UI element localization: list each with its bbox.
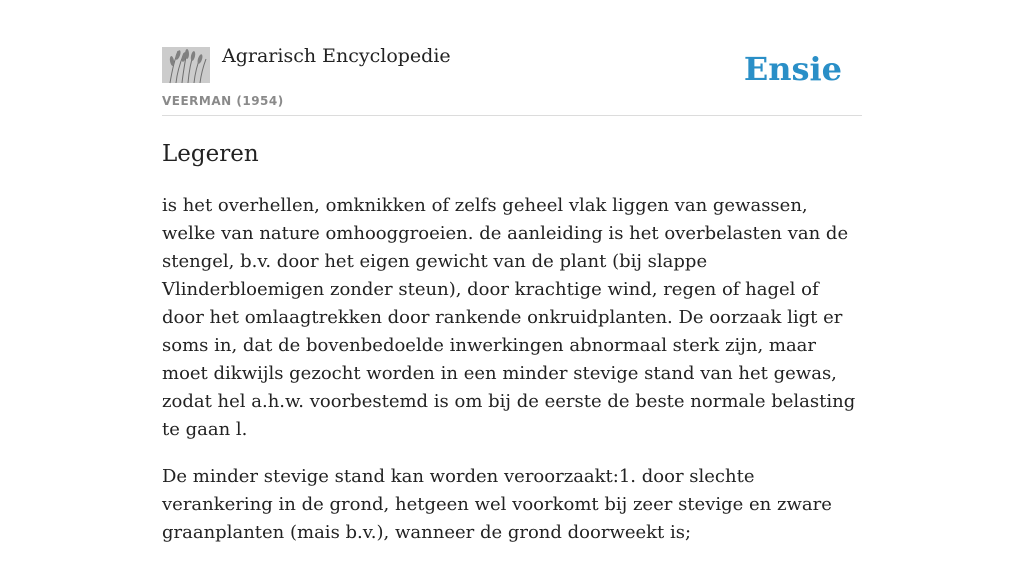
source-header: [162, 0, 862, 116]
article-paragraph: De minder stevige stand kan worden veroorzaakt:1. door slechte verankering in de grond, hetgeen wel voorkomt bij zeer stevige en zware graanplanten (mais b.v.), wanneer de grond doorweekt is;: [162, 466, 832, 543]
wheat-ears-icon[interactable]: [162, 47, 210, 83]
source-subtitle: VEERMAN (1954): [162, 94, 284, 108]
source-title[interactable]: Agrarisch Encyclopedie: [222, 45, 451, 67]
article-title: Legeren: [162, 141, 259, 167]
article-body: [162, 192, 862, 566]
article-paragraph: is het overhellen, omknikken of zelfs geheel vlak liggen van gewassen, welke van nature omhooggroeien. de aanleiding is het overbelasten van de stengel, b.v. door het eigen gewicht van de plant (bij slappe Vlinderbloemigen zonder steun), door krachtige wind, regen of hagel of door het omlaagtrekken door rankende onkruidplanten. De oorzaak ligt er soms in, dat de bovenbedoelde inwerkingen abnormaal sterk zijn, maar moet dikwijls gezocht worden in een minder stevige stand van het gewas, zodat hel a.h.w. voorbestemd is om bij de eerste de beste normale belasting te gaan l.: [162, 195, 856, 440]
ensie-logo-link[interactable]: Ensie: [743, 50, 842, 88]
content-container: [162, 0, 862, 543]
